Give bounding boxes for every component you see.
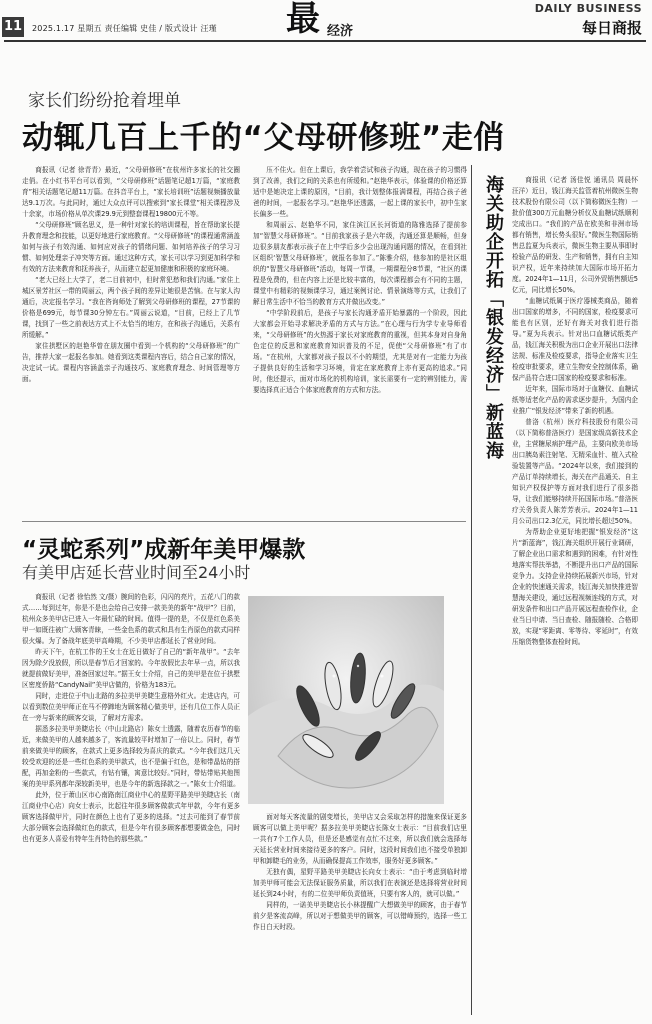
- article2-column-2: [253, 812, 467, 1012]
- section-divider: [22, 521, 466, 522]
- article1-paragraph: 和周丽云、赵艳华不同，家住滨江区长河街道的陈雅选择了提前参加“智慧父母研修班”。“目前我家孩子是六年级，沟通还算是顺畅，但身边很多朋友都表示孩子在上中学后多少会出现沟通问题的情况，在看到社区组织‘智慧父母研修班’，就报名参加了。”陈雅介绍，他参加的是社区组织的“智慧父母研修班”活动，每周一节课，一期课程分8节课，“社区的课程是免费的，但在内容上还是比较丰富的，每次课程都会有不同的主题，课堂中有精彩的视频课学习，通过案例讨论、情景演练等方式，让我们了解日常生活中不恰当的教育方式并做出改变。”: [253, 221, 467, 306]
- article2-paragraph: 面对每天客流量的剧变增长，美甲店又会采取怎样的措施来保证更多顾客可以做上美甲呢？据多拉美甲美睫店长陈女士表示：“目前我们店里一共有7个工作人员，但是还是感觉有点忙不过来，所以我们就会选择每天延长营业时间来接待更多的客户。同时，这段时间我们也不接受单独卸甲和卸睫毛的业务，从而确保提高工作效率，服务好更多顾客。”: [253, 813, 467, 865]
- article2-paragraph: 同时，走进位于中山北路的多拉美甲美睫生意格外红火。走进店内，可以看到数位美甲师正在马不停蹄地为顾客精心做美甲，还有几位工作人员正在一旁与新来的顾客交谈，了解对方需求。: [22, 692, 240, 722]
- sidebar-paragraph: 近年来，国际市场对于血糖仪、血糖试纸等适老化产品的需求逐步提升，为国内企业推广“银发经济”带来了新的机遇。: [512, 385, 638, 415]
- sidebar-paragraph: “血糖试纸属于医疗器械类商品，随着出口国家的增多，不同的国家，检疫要求可能也有区别，还好有海关对我们进行指导。”夏为兵表示。针对出口血糖试纸类产品，钱江海关积极为出口企业开展出口法律法规、标准及检疫要求，指导企业落实卫生检疫审批要求，建立生物安全控制体系，确保产品符合进口国家的检疫要求和标准。: [512, 297, 638, 382]
- article1-paragraph: “中学阶段前后，是孩子与家长沟通矛盾开始暴露的一个阶段，因此大家都会开始寻求解决矛盾的方式与方法。”在心理与行为学专业导师看来，“父母研修班”的火热源于家长对家庭教育的重视，但其本身对自身角色定位的反思和家庭教育知识普及的不足，促使“父母研修班”有了市场。“在杭州，大家都对孩子报以不小的期望，尤其是对有一定能力为孩子提供良好的生活和学习环境，肯定在家庭教育上亦有更高的追求。”同时，他还提示，面对市场化的机构培训，家长需要有一定的辨别能力，需要选择真正适合个体家庭教育的方式和方法。: [253, 309, 467, 394]
- paper-name: 每日商报: [581, 19, 642, 37]
- article2-paragraph: 此外，位于萧山区市心南路南江商业中心的星野平路美甲美睫店长（南江商业中心店）向女士表示，比起往年很多顾客做款式年甲款，今年有更多顾客选择做甲片，同时在颜色上也有了更多的选择。“过去可能到了春节前大部分顾客会选择做红色的款式，但是今年有很多顾客都想要做金色，同时也有更多人喜爱有特年生肖特色的那些款。”: [22, 791, 240, 843]
- sidebar-paragraph: 普洛（杭州）医疗科技股份有限公司（以下简称普洛医疗）是国家级高新技术企业，主营糖尿病护理产品，主要向欧美市场出口胰岛素注射笔、无精采血针、植入式检验装置等产品。“2024年以来，我们接到的产品订单持续增长，海关在产品通关、自主知识产权保护等方面对我们进行了很多指导，让我们能够持续开拓国际市场。”普洛医疗关务负责人陈芳芳表示。2024年1—11月公司出口2.3亿元，同比增长超过50%。: [512, 418, 638, 525]
- article1-paragraph: 压不住火。但在上课后，我学着尝试和孩子沟通，现在孩子的习惯得到了改善，我们之间的关系也有所缓和。”赵艳华表示，体验课的价格还算适中是她决定上课的原因，“目前，我计划整体报满课程，再结合孩子爸爸的时间，一起报名学习。”赵艳华还透露，一起上课的家长中，初中生家长偏多一些。: [253, 166, 467, 218]
- article1-column-2: [253, 165, 467, 515]
- english-paper-name: DAILY BUSINESS: [534, 2, 642, 15]
- page-number: 11: [2, 17, 24, 37]
- nail-art-photo: [248, 596, 444, 804]
- article2-paragraph: 商报讯（记者 徐怡然 文/摄）腕间的色彩，闪闪的亮片，五花八门的款式……每到过年，你是不是也会给自己安排一款美美的新年“战甲”？目前，杭州众多美甲店已进入一年最忙碌的时间。值得一提的是，不仅是红色系美甲一如既往被广大顾客青睐，一些金色系的款式和具有生肖原色的款式同样很火爆。为了备战年底美甲高峰期，不少美甲店都延长了营业时间。: [22, 593, 240, 645]
- article2-title: “灵蛇系列”成新年美甲爆款: [22, 537, 306, 563]
- article1-paragraph: 商报讯（记者 徐青青）最近，“父母研修班”在杭州许多家长的社交圈走俏。在小红书平台可以看到，“父母研修班”话题笔记超1万篇，“家庭教育”相关话题笔记超11万篇。在抖音平台上，“家长培训班”话题视频播放量达9.1万次。与此同时，通过大众点评可以搜索到“家长课堂”相关课程涉及十余家，市场价格从单次课29.9元到整套课程19800元不等。: [22, 166, 240, 218]
- column-divider: [471, 165, 472, 1015]
- article2-paragraph: 昨天下午，在杭工作的王女士在近日做好了自己的“新年战甲”。“去年因为除夕没放假，所以是春节后才回家的。今年放假比去年早一点，所以我就提前做好美甲，准备回家过年。”据王女士介绍，自己的美甲是在位于拱墅区密度侨路“CandyNail”美甲店做的，价格为183元。: [22, 648, 240, 689]
- article1-paragraph: 家住拱墅区的赵艳华曾在朋友圈中看到一个机构的“父母研修班”的广告，推荐大家一起报名参加。她看到这类课程内容后，结合自己家的情况，决定试一试。课程内容涵盖亲子沟通技巧、家庭教育理念、时间管理等方面。: [22, 342, 240, 383]
- article2-paragraph: 据悉多拉美甲美睫店长（中山北路店）陈女士透露，随着农历春节的临近，来做美甲的人越来越多了，客流量较平时增加了一倍以上。同时，春节前来做美甲的顾客，在款式上更多选择较为喜庆的款式。“今年我们这几天较受欢迎的还是一些红色系的美甲款式，也不是偏于红色，是和带晶钻的搭配，再加金粉的一些款式，有钻有镶，寓意比较好。”同时，带钻带贴其他图案的美甲系列都年深较新美甲，也是今年的新选择款之一。”陈女士介绍道。: [22, 725, 240, 788]
- section-logo: 最: [286, 0, 320, 39]
- article2-column-1: [22, 592, 240, 1012]
- article2-subtitle: 有美甲店延长营业时间至24小时: [22, 563, 251, 582]
- sidebar-body: [512, 175, 638, 1010]
- article1-column-1: [22, 165, 240, 515]
- article2-paragraph: 无独有偶，星野平路美甲美睫店长向女士表示：“由于考虑到临时增加美甲师可能会无法保证服务质量，所以我们在表演还是选择将营业时间延长到24小时，有的二位美甲师负责值班，只要有客人的，就可以做。”: [253, 868, 467, 898]
- issue-info: 2025.1.17 星期五 责任编辑 史佳 / 版式设计 汪瑾: [32, 24, 217, 33]
- article1-paragraph: “父母研修班”顾名思义，是一种针对家长的培训课程，旨在帮助家长提升教育理念和技能，以更好地进行家庭教育。“父母研修班”的课程通常涵盖如何与孩子有效沟通、如何应对孩子的情绪问题、如何培养孩子的学习习惯、如何处理亲子冲突等方面。通过这种方式，家长可以学习到更加科学和有效的方法来教育和抚养孩子，从而建立起更加健康和积极的家庭环境。: [22, 221, 240, 273]
- sidebar-paragraph: 商报讯（记者 汤佳悦 通讯员 周晨怀 汪洋）近日，钱江海关监管着杭州微医生物技术股份有限公司（以下简称微医生物）一批价值300万元血糖分析仪及血糖试纸顺利完成出口。“我们的产品在欧美和非洲市场都有销售，增长势头很好。”微医生物国际销售总监夏为兵表示，微医生物主要从事即时检验产品的研发、生产和销售，拥有自主知识产权，近年来持续加大国际市场开拓力度。2024年1—11月，公司外贸销售额近5亿元，同比增长50%。: [512, 176, 638, 294]
- section-name: 经济: [327, 24, 354, 39]
- sidebar-title: 海关助企开拓「银发经济」新蓝海: [483, 175, 504, 460]
- header-rule: [4, 40, 646, 42]
- article1-kicker: 家长们纷纷抢着埋单: [28, 91, 181, 111]
- article2-paragraph: 同样的，一诺美甲美睫店长小林提醒广大想做美甲的顾客，由于春节前夕是客流高峰，所以对于想做美甲的顾客，可以错峰预约，选择一些工作日白天时段。: [253, 901, 467, 931]
- sidebar-paragraph: 为帮助企业更好地把握“银发经济”这片“新蓝海”，钱江海关组织开展行业调研，了解企业出口需求和遇到的困难，有针对性地落实帮扶举措，不断提升出口产品的国际竞争力。支持企业持续拓展新兴市场，针对企业的快速通关需求，钱江海关加快推进智慧海关建设，通过远程视频连线的方式，对研发条件和出口产品开展远程查检作业，企业当日申请、当日查检、随报随检、合格即放，实现“零距离、零等待、零延时”，有效压缩货物整体查检时间。: [512, 528, 638, 646]
- article1-paragraph: “老大已经上大学了，老二目前初中，但时常犯愁和我们沟通。”家住上城区景芳社区一带的周丽云，两个孩子间的差异让她很是苦恼。在与家人沟通后，决定报名学习。“我在咨询师处了解到父母研修班的课程，27节课的价格是699元，每节课30分钟左右。”周丽云说道，“目前，已经上了几节课，找到了一些之前表达方式上不太恰当的地方，在和孩子沟通后，关系有所缓解。”: [22, 276, 240, 339]
- article1-title: 动辄几百上千的“父母研修班”走俏: [22, 120, 505, 156]
